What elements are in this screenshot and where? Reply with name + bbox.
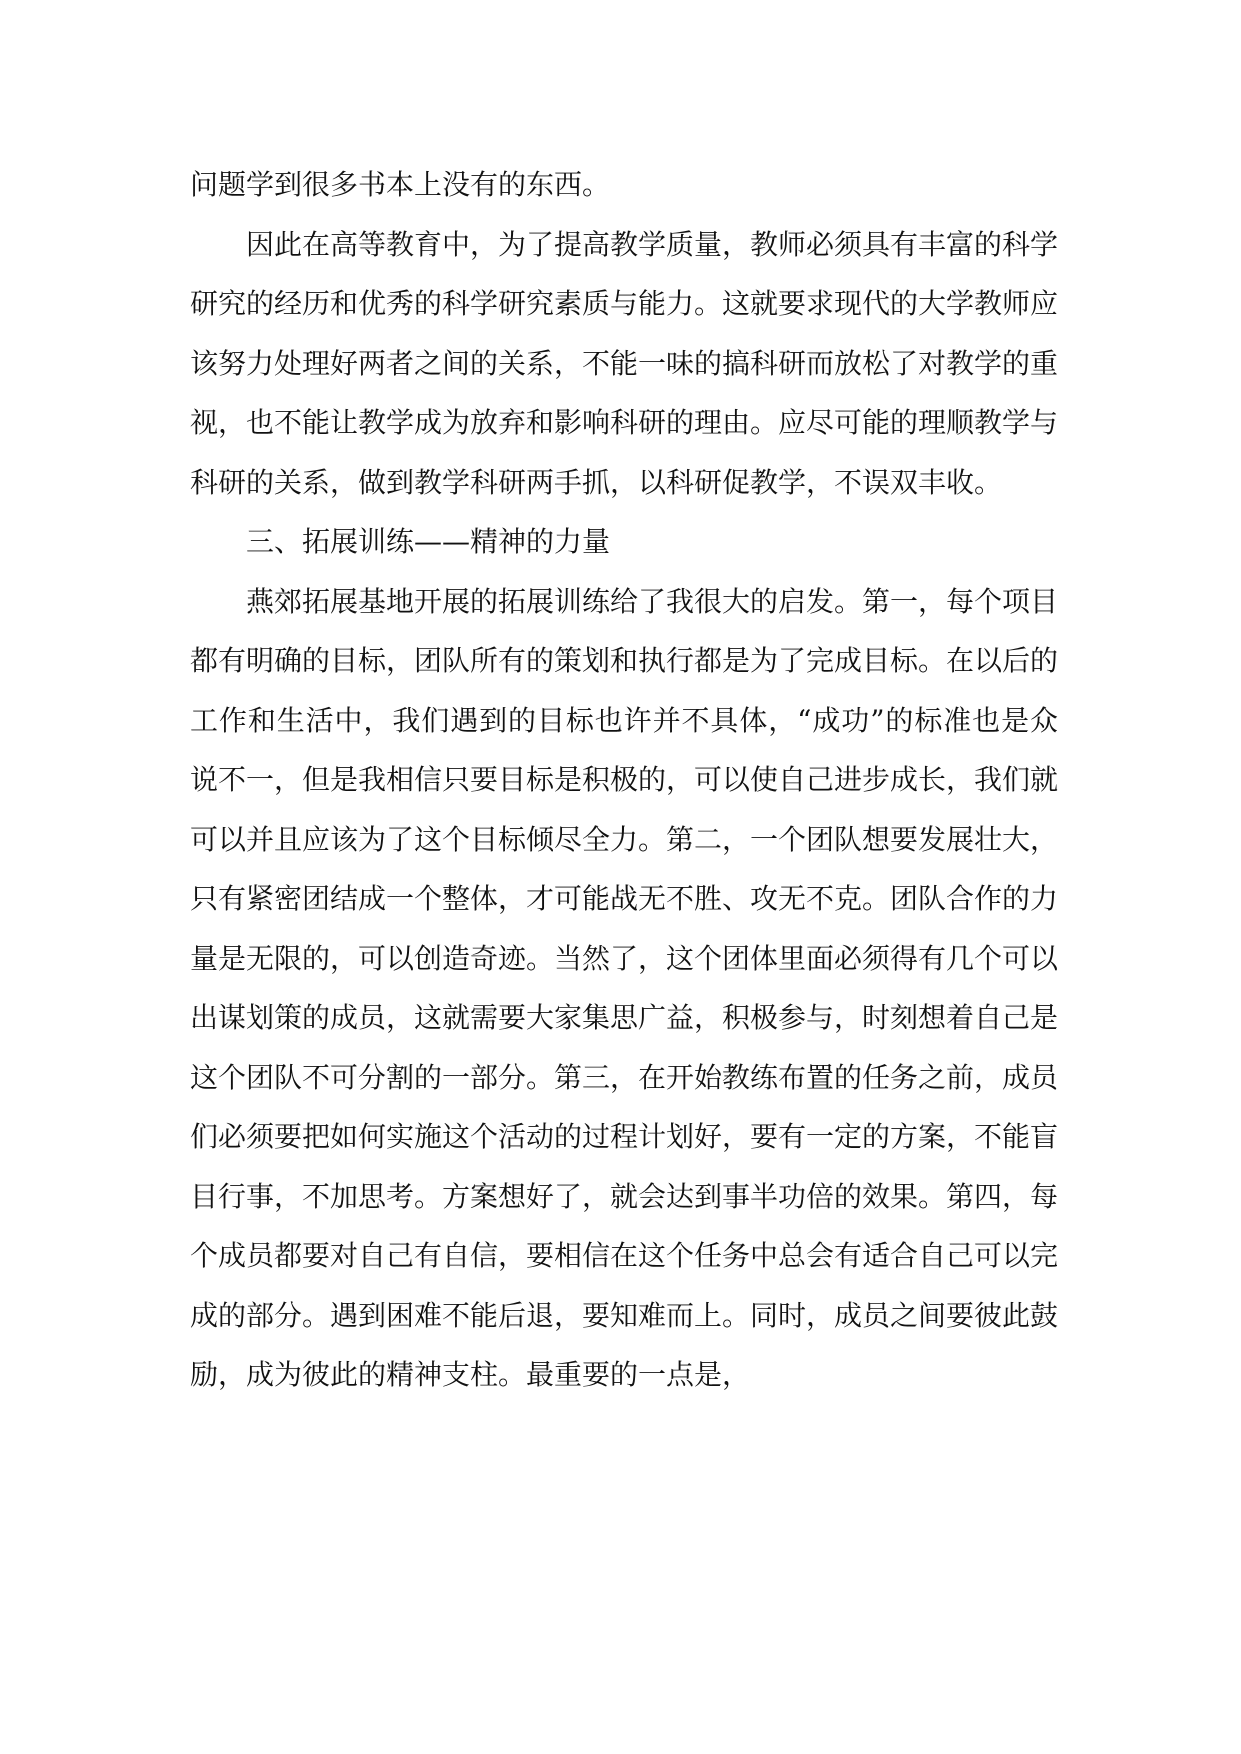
document-body: [190, 155, 1058, 1405]
paragraph-continuation: 问题学到很多书本上没有的东西。: [190, 168, 611, 201]
section-heading: 三、拓展训练——精神的力量: [246, 525, 611, 558]
paragraph-expansion-training: 燕郊拓展基地开展的拓展训练给了我很大的启发。第一，每个项目都有明确的目标，团队所有的策划和执行都是为了完成目标。在以后的工作和生活中，我们遇到的目标也许并不具体，“成功”的标准也是众说不一，但是我相信只要目标是积极的，可以使自己进步成长，我们就可以并且应该为了这个目标倾尽全力。第二，一个团队想要发展壮大，只有紧密团结成一个整体，才可能战无不胜、攻无不克。团队合作的力量是无限的，可以创造奇迹。当然了，这个团体里面必须得有几个可以出谋划策的成员，这就需要大家集思广益，积极参与，时刻想着自己是这个团队不可分割的一部分。第三，在开始教练布置的任务之前，成员们必须要把如何实施这个活动的过程计划好，要有一定的方案，不能盲目行事，不加思考。方案想好了，就会达到事半功倍的效果。第四，每个成员都要对自己有自信，要相信在这个任务中总会有适合自己可以完成的部分。遇到困难不能后退，要知难而上。同时，成员之间要彼此鼓励，成为彼此的精神支柱。最重要的一点是，: [190, 584, 1059, 1391]
paragraph-teaching-research: 因此在高等教育中，为了提高教学质量，教师必须具有丰富的科学研究的经历和优秀的科学研究素质与能力。这就要求现代的大学教师应该努力处理好两者之间的关系，不能一味的搞科研而放松了对教学的重视，也不能让教学成为放弃和影响科研的理由。应尽可能的理顺教学与科研的关系，做到教学科研两手抓，以科研促教学，不误双丰收。: [190, 227, 1059, 499]
